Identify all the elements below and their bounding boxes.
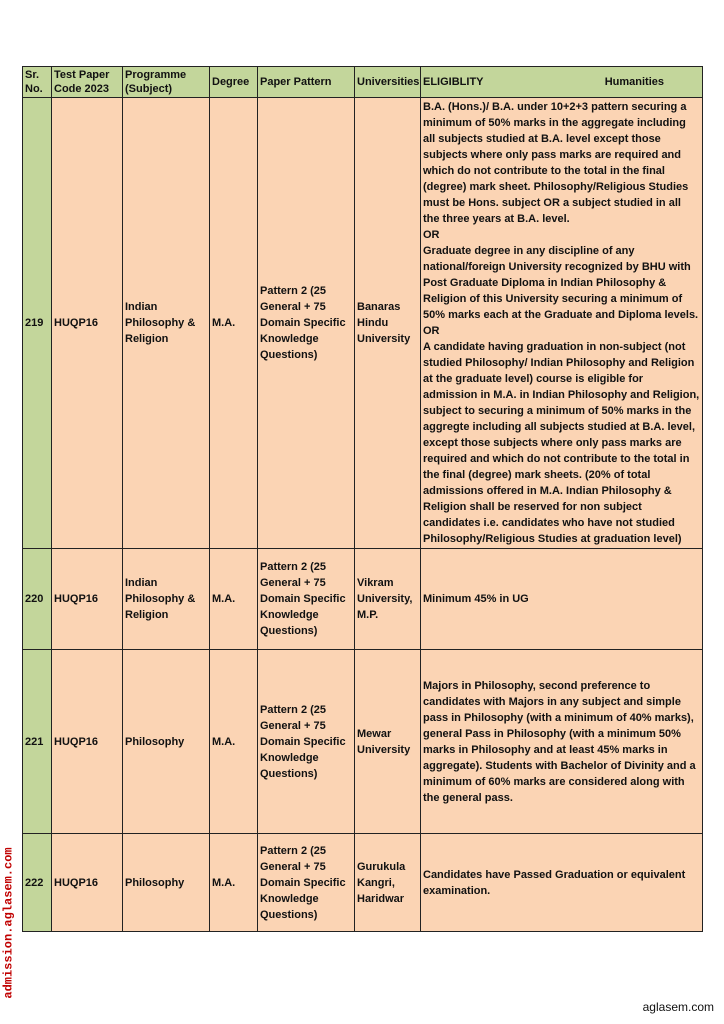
footer-site-name[interactable]: aglasem.com — [642, 1000, 714, 1014]
header-row — [23, 67, 703, 98]
eligibility-label: ELIGIBLITY — [423, 76, 484, 88]
table-row — [23, 650, 703, 834]
eligibility-table — [22, 66, 703, 932]
test-paper-code-cell: HUQP16 — [52, 98, 123, 549]
header-paper-pattern: Paper Pattern — [258, 67, 355, 98]
university-cell: Mewar University — [355, 650, 421, 834]
header-degree: Degree — [210, 67, 258, 98]
watermark-text: admission.aglasem.com — [2, 847, 17, 999]
paper-pattern-cell: Pattern 2 (25 General + 75 Domain Specific Knowledge Questions) — [258, 650, 355, 834]
degree-cell: M.A. — [210, 98, 258, 549]
university-cell: Gurukula Kangri, Haridwar — [355, 834, 421, 932]
eligibility-cell — [421, 98, 703, 549]
sr-no-cell: 219 — [23, 98, 52, 549]
paper-pattern-cell: Pattern 2 (25 General + 75 Domain Specific Knowledge Questions) — [258, 834, 355, 932]
eligibility-cell — [421, 834, 703, 932]
university-cell: Banaras Hindu University — [355, 98, 421, 549]
sr-no-cell: 222 — [23, 834, 52, 932]
eligibility-cell — [421, 650, 703, 834]
table-row — [23, 834, 703, 932]
university-cell: Vikram University, M.P. — [355, 549, 421, 650]
eligibility-paragraph: Majors in Philosophy, second preference to candidates with Majors in any subject and simple pass in Philosophy (with a minimum of 40% marks), general Pass in Philosophy (with a minimum 50% marks in Philosophy and at least 45% marks in aggregate). Students with Bachelor of Divinity and a minimum of 60% marks are considered along with the general pass. — [423, 679, 696, 804]
eligibility-paragraph: A candidate having graduation in non-subject (not studied Philosophy/ Indian Philosophy and Religion at the graduate level) course is eligible for admission in M.A. in Indian Philosophy and Religion, subject to securing a minimum of 50% marks in the aggregte including all subjects studied at B.A. level, except those subjects where only pass marks are required and which do not contribute to the total in the final (degree) mark sheets. (20% of total admissions offered in M.A. Indian Philosophy & Religion shall be reserved for non subject candidates i.e. candidates who have not studied Philosophy/Religious Studies at graduation level) — [423, 341, 700, 545]
programme-cell: Indian Philosophy & Religion — [123, 98, 210, 549]
programme-cell: Philosophy — [123, 650, 210, 834]
sr-no-cell: 220 — [23, 549, 52, 650]
test-paper-code-cell: HUQP16 — [52, 834, 123, 932]
category-label: Humanities — [604, 76, 664, 88]
eligibility-paragraph: Minimum 45% in UG — [423, 593, 529, 605]
test-paper-code-cell: HUQP16 — [52, 650, 123, 834]
watermark-sidebar — [2, 830, 16, 1016]
test-paper-code-cell: HUQP16 — [52, 549, 123, 650]
programme-cell: Indian Philosophy & Religion — [123, 549, 210, 650]
eligibility-cell — [421, 549, 703, 650]
paper-pattern-cell: Pattern 2 (25 General + 75 Domain Specific Knowledge Questions) — [258, 98, 355, 549]
header-programme: Programme (Subject) — [123, 67, 210, 98]
eligibility-paragraph: Candidates have Passed Graduation or equivalent examination. — [423, 868, 686, 897]
header-universities: Universities — [355, 67, 421, 98]
paper-pattern-cell: Pattern 2 (25 General + 75 Domain Specific Knowledge Questions) — [258, 549, 355, 650]
eligibility-paragraph: Graduate degree in any discipline of any national/foreign University recognized by BHU with Post Graduate Diploma in Indian Philosophy & Religion of this University securing a minimum of 50% marks each at the Graduate and Diploma levels. — [423, 245, 699, 321]
degree-cell: M.A. — [210, 834, 258, 932]
programme-cell: Philosophy — [123, 834, 210, 932]
eligibility-or: OR — [423, 325, 440, 337]
eligibility-paragraph: B.A. (Hons.)/ B.A. under 10+2+3 pattern securing a minimum of 50% marks in the aggregate including all subjects studied at B.A. level except those subjects where only pass marks are required and which do not contribute to the total in the final (degree) mark sheet. Philosophy/Religious Studies must be Hons. subject OR a subject studied in all the three years at B.A. level. — [423, 101, 689, 225]
table-row — [23, 549, 703, 650]
header-eligibility — [421, 67, 703, 98]
degree-cell: M.A. — [210, 549, 258, 650]
eligibility-or: OR — [423, 229, 440, 241]
sr-no-cell: 221 — [23, 650, 52, 834]
header-sr-no: Sr. No. — [23, 67, 52, 98]
header-test-paper-code: Test Paper Code 2023 — [52, 67, 123, 98]
table-row — [23, 98, 703, 549]
degree-cell: M.A. — [210, 650, 258, 834]
